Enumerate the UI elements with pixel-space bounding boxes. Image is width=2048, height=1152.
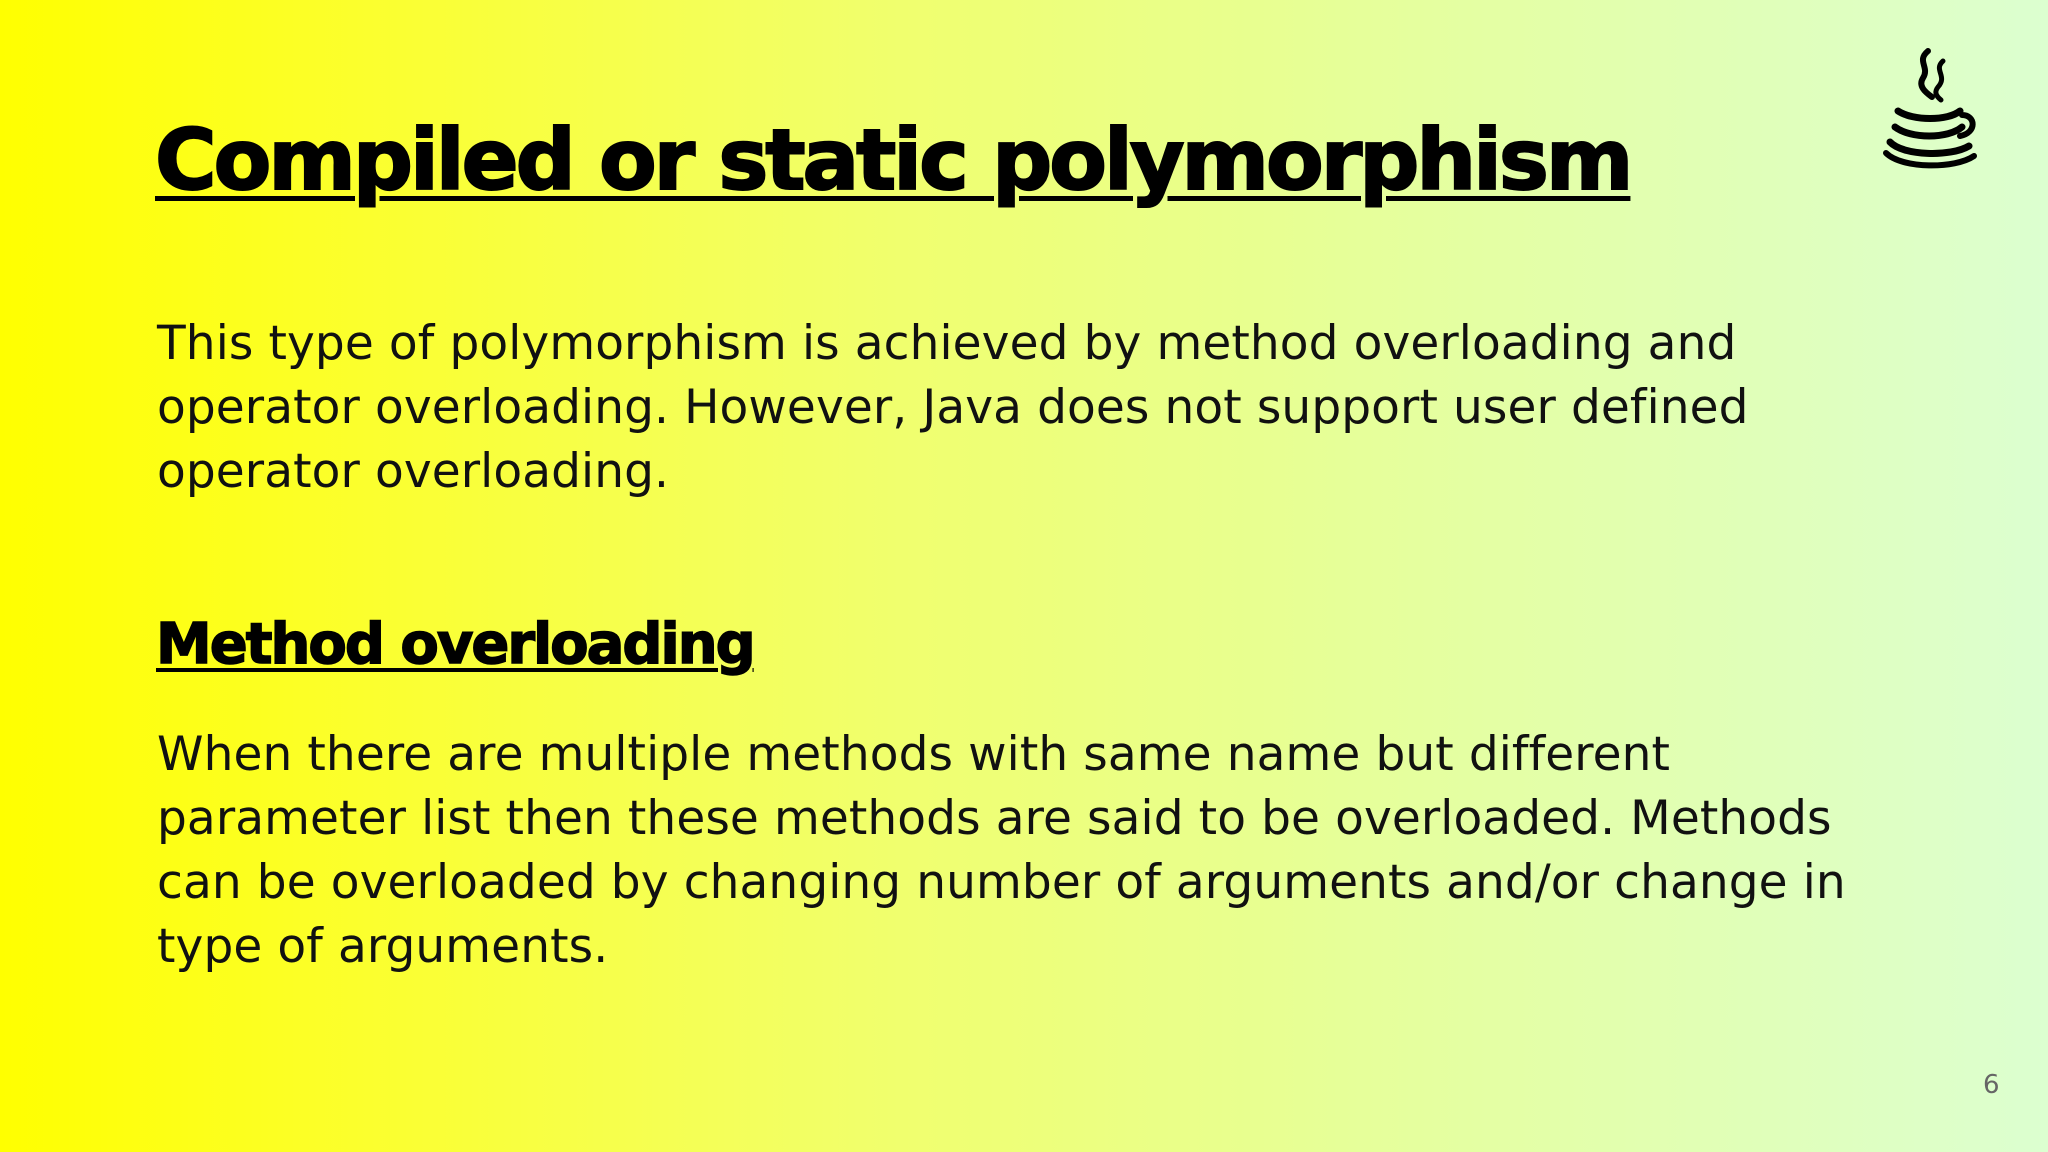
- section-heading: Method overloading: [156, 612, 754, 677]
- slide-title: Compiled or static polymorphism: [155, 111, 1631, 209]
- intro-paragraph: This type of polymorphism is achieved by method overloading and operator overloading. However, Java does not support user defined operator overloading.: [157, 316, 1749, 499]
- java-coffee-cup-icon: [1878, 45, 1978, 175]
- slide-page-number: 6: [1983, 1070, 2000, 1100]
- method-overloading-description: When there are multiple methods with same name but different parameter list then these methods are said to be overloaded. Methods can be overloaded by changing number of arguments and/or change in type of arguments.: [157, 727, 1846, 974]
